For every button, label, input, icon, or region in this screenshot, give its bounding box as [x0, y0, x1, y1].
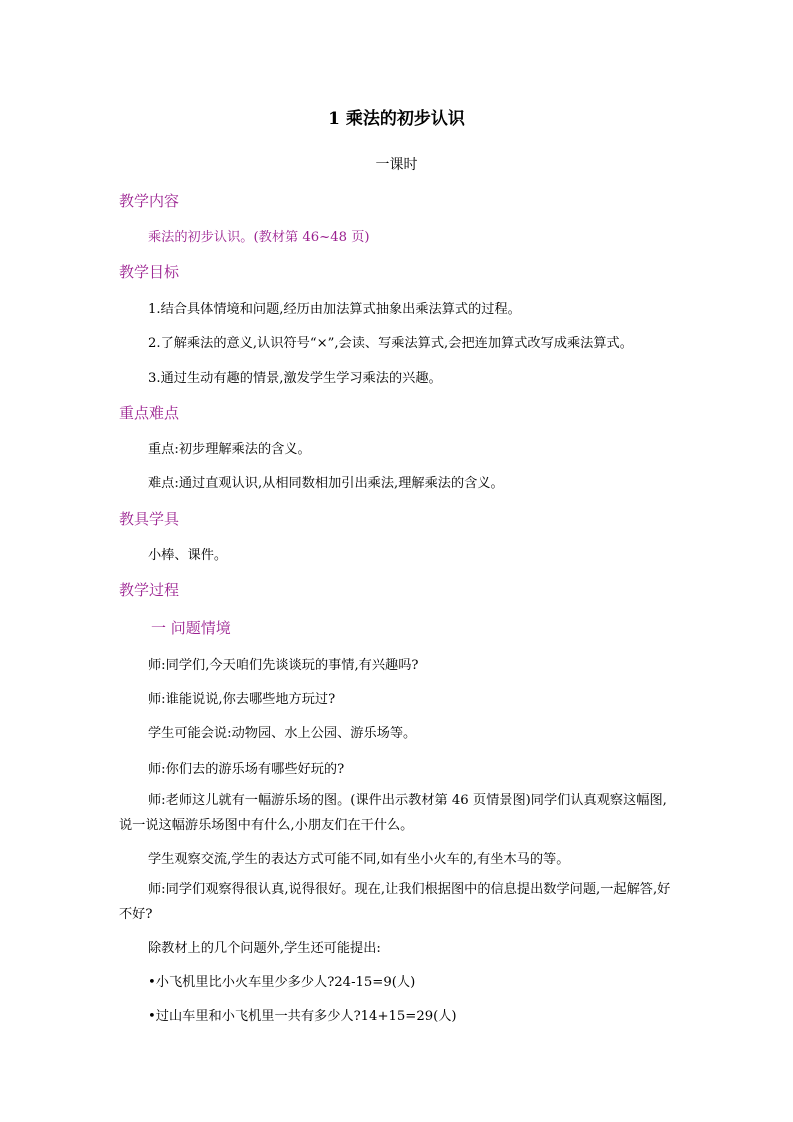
page-title: 1 乘法的初步认识: [328, 109, 465, 129]
section-heading-content: 教学内容: [119, 192, 180, 210]
content-text: 乘法的初步认识。(教材第 46~48 页): [148, 230, 370, 245]
process-line-6: 学生观察交流,学生的表达方式可能不同,如有坐小火车的,有坐木马的等。: [148, 852, 570, 867]
process-line-1: 师:同学们,今天咱们先谈谈玩的事情,有兴趣吗?: [148, 658, 419, 673]
process-line-3: 学生可能会说:动物园、水上公园、游乐场等。: [148, 726, 417, 741]
process-line-7: 师:同学们观察得很认真,说得很好。现在,让我们根据图中的信息提出数学问题,一起解答,好不好?: [119, 882, 671, 922]
difficult-point-text: 难点:通过直观认识,从相同数相加引出乘法,理解乘法的含义。: [148, 476, 504, 491]
process-line-8: 除教材上的几个问题外,学生还可能提出:: [148, 941, 381, 956]
process-line-2: 师:谁能说说,你去哪些地方玩过?: [148, 692, 336, 707]
page-subtitle: 一课时: [375, 157, 418, 173]
process-line-9: •小飞机里比小火车里少多少人?24-15=9(人): [148, 975, 416, 990]
key-point-text: 重点:初步理解乘法的含义。: [148, 442, 311, 457]
tools-text: 小棒、课件。: [148, 548, 228, 563]
goal-item-3: 3.通过生动有趣的情景,激发学生学习乘法的兴趣。: [148, 371, 442, 386]
goal-item-1: 1.结合具体情境和问题,经历由加法算式抽象出乘法算式的过程。: [148, 302, 521, 317]
process-line-10: •过山车里和小飞机里一共有多少人?14+15=29(人): [148, 1009, 457, 1024]
process-line-5: 师:老师这儿就有一幅游乐场的图。(课件出示教材第 46 页情景图)同学们认真观察这幅图,说一说这幅游乐场图中有什么,小朋友们在干什么。: [119, 793, 667, 833]
section-heading-key-points: 重点难点: [119, 404, 180, 422]
section-heading-goals: 教学目标: [119, 263, 180, 281]
goal-item-2: 2.了解乘法的意义,认识符号“×”,会读、写乘法算式,会把连加算式改写成乘法算式。: [148, 336, 633, 351]
process-sub-heading: 一 问题情境: [151, 619, 231, 637]
section-heading-process: 教学过程: [119, 581, 180, 599]
process-line-4: 师:你们去的游乐场有哪些好玩的?: [148, 762, 345, 777]
section-heading-tools: 教具学具: [119, 510, 180, 528]
